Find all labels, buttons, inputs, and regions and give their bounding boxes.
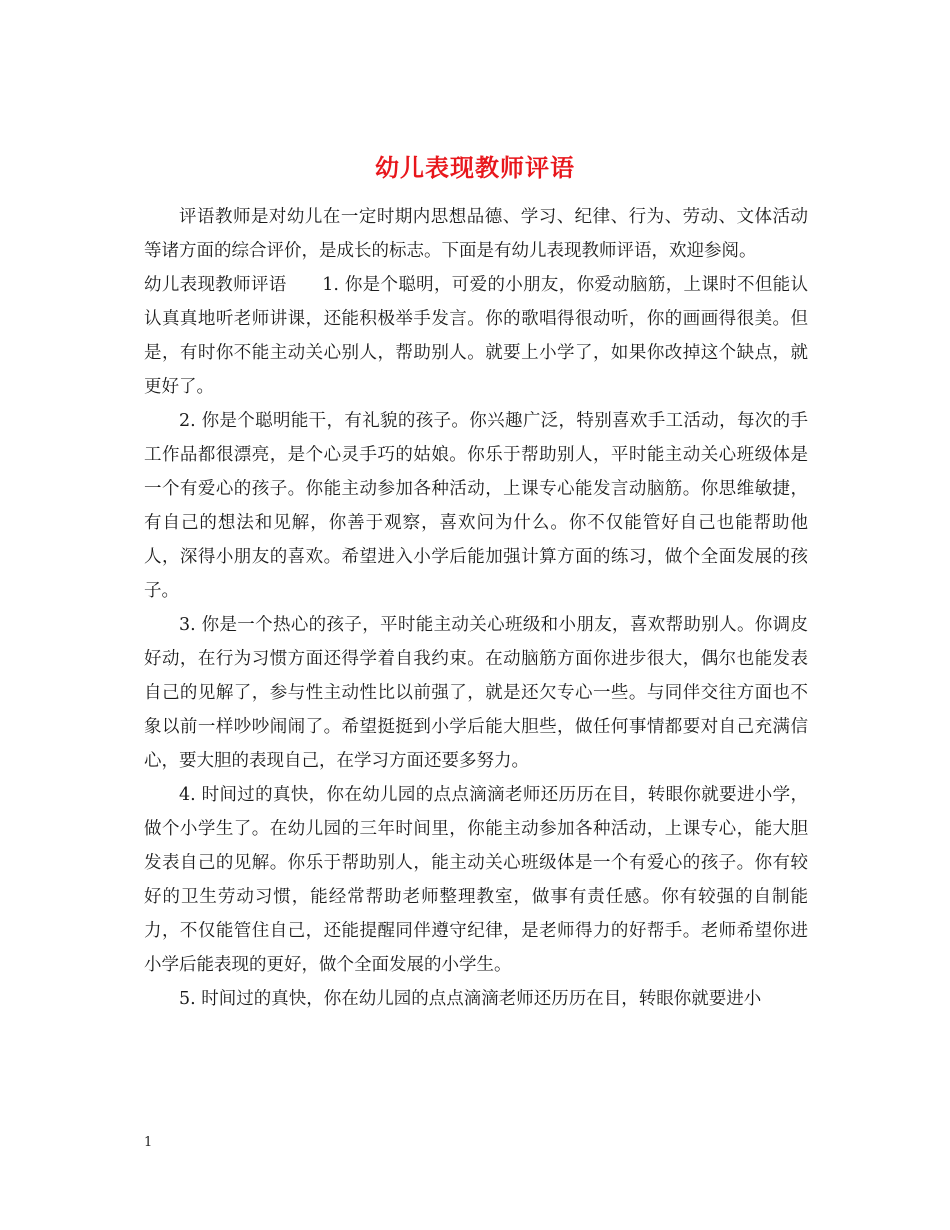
comment-paragraph-3: 3. 你是一个热心的孩子，平时能主动关心班级和小朋友，喜欢帮助别人。你调皮好动，在行为习惯方面还得学着自我约束。在动脑筋方面你进步很大，偶尔也能发表自己的见解了，参与性主动性比以前强了，就是还欠专心一些。与同伴交往方面也不象以前一样吵吵闹闹了。希望挺挺到小学后能大胆些，做任何事情都要对自己充满信心，要大胆的表现自己，在学习方面还要多努力。 bbox=[144, 615, 808, 771]
intro-paragraph: 评语教师是对幼儿在一定时期内思想品德、学习、纪律、行为、劳动、文体活动等诸方面的综合评价，是成长的标志。下面是有幼儿表现教师评语，欢迎参阅。 bbox=[144, 207, 808, 261]
page-number: 1 bbox=[144, 1135, 153, 1150]
document-body bbox=[144, 200, 808, 1016]
comment-paragraph-2: 2. 你是个聪明能干，有礼貌的孩子。你兴趣广泛，特别喜欢手工活动，每次的手工作品都很漂亮，是个心灵手巧的姑娘。你乐于帮助别人，平时能主动关心班级体是一个有爱心的孩子。你能主动参加各种活动，上课专心能发言动脑筋。你思维敏捷，有自己的想法和见解，你善于观察，喜欢问为什么。你不仅能管好自己也能帮助他人，深得小朋友的喜欢。希望进入小学后能加强计算方面的练习，做个全面发展的孩子。 bbox=[144, 411, 808, 601]
document-title: 幼儿表现教师评语 bbox=[375, 153, 575, 183]
comment-paragraph-5: 5. 时间过的真快，你在幼儿园的点点滴滴老师还历历在目，转眼你就要进小 bbox=[179, 989, 762, 1009]
comment-paragraph-4: 4. 时间过的真快，你在幼儿园的点点滴滴老师还历历在目，转眼你就要进小学，做个小学生了。在幼儿园的三年时间里，你能主动参加各种活动，上课专心，能大胆发表自己的见解。你乐于帮助别人，能主动关心班级体是一个有爱心的孩子。你有较好的卫生劳动习惯，能经常帮助老师整理教室，做事有责任感。你有较强的自制能力，不仅能管住自己，还能提醒同伴遵守纪律，是老师得力的好帮手。老师希望你进小学后能表现的更好，做个全面发展的小学生。 bbox=[144, 785, 808, 975]
comment-paragraph-1: 幼儿表现教师评语 1. 你是个聪明，可爱的小朋友，你爱动脑筋，上课时不但能认认真真地听老师讲课，还能积极举手发言。你的歌唱得很动听，你的画画得很美。但是，有时你不能主动关心别人，帮助别人。就要上小学了，如果你改掉这个缺点，就更好了。 bbox=[144, 275, 808, 397]
